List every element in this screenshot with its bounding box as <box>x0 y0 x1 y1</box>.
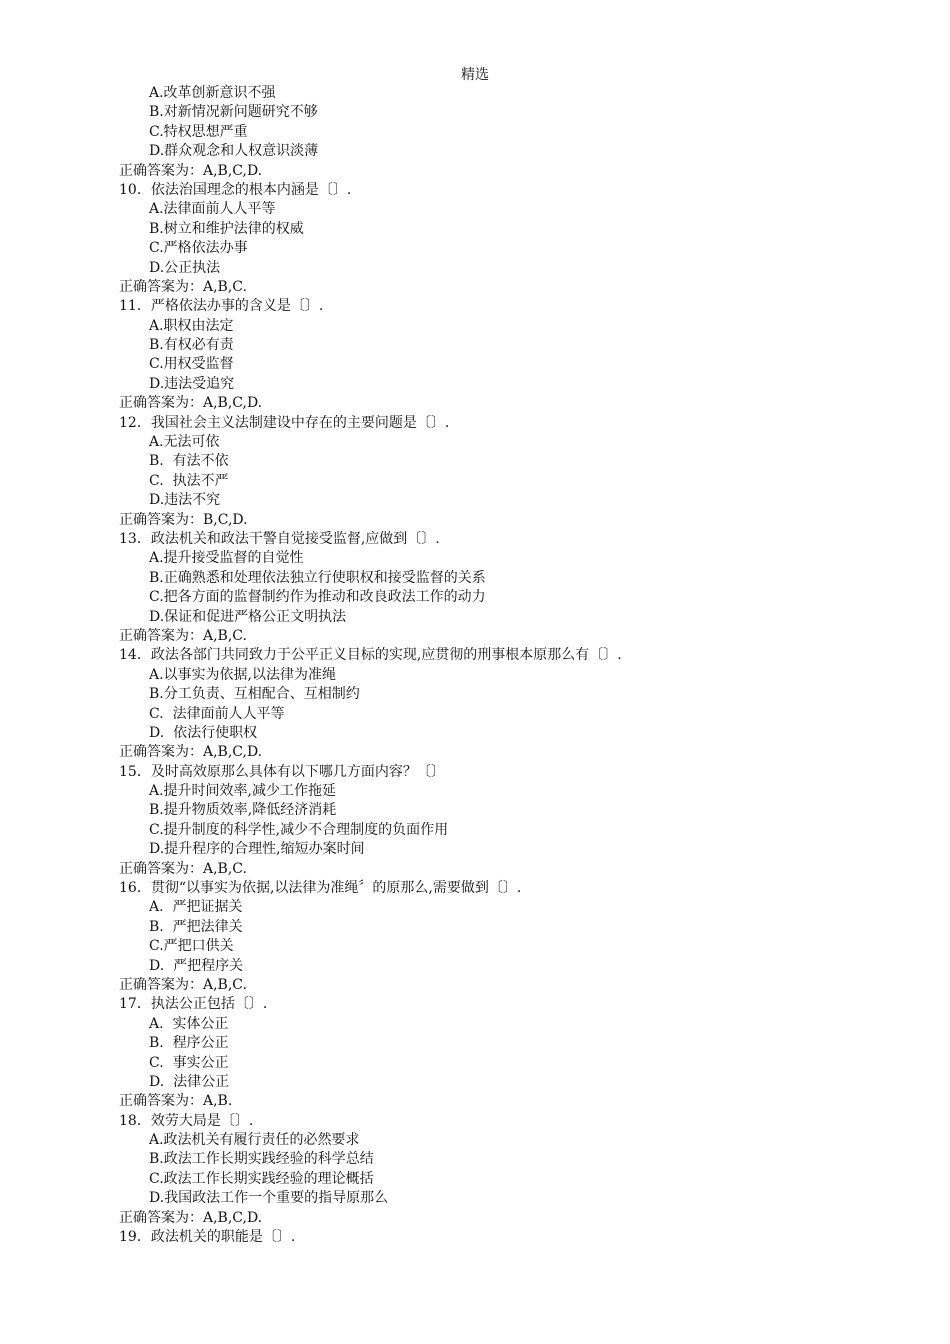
correct-answer: 正确答案为：A,B,C. <box>119 627 247 644</box>
answer-option: B. 程序公正 <box>149 1035 229 1052</box>
answer-option: A. 实体公正 <box>149 1015 229 1032</box>
answer-option: D.保证和促进严格公正文明执法 <box>149 608 347 625</box>
question-text: 10．依法治国理念的根本内涵是〔〕. <box>119 181 352 198</box>
question-text: 14．政法各部门共同致力于公平正义目标的实现,应贯彻的刑事根本原那么有〔〕. <box>119 647 622 664</box>
correct-answer: 正确答案为：B,C,D. <box>119 511 248 528</box>
page-header: 精选 <box>461 67 489 83</box>
answer-option: B.分工负责、互相配合、互相制约 <box>149 686 360 703</box>
question-text: 16．贯彻“以事实为依据,以法律为准绳〞的原那么,需要做到〔〕. <box>119 880 522 897</box>
answer-option: D. 依法行使职权 <box>149 724 258 741</box>
answer-option: A.职权由法定 <box>149 317 234 334</box>
question-text: 13．政法机关和政法干警自觉接受监督,应做到〔〕. <box>119 530 440 547</box>
answer-option: C.严格依法办事 <box>149 240 248 257</box>
answer-option: C. 执法不严 <box>149 472 229 489</box>
answer-option: B. 严把法律关 <box>149 918 243 935</box>
answer-option: D. 严把程序关 <box>149 957 244 974</box>
correct-answer: 正确答案为：A,B,C. <box>119 976 247 993</box>
question-text: 15．及时高效原那么具体有以下哪几方面内容？〔〕 <box>119 763 445 780</box>
answer-option: C.特权思想严重 <box>149 123 248 140</box>
answer-option: C. 事实公正 <box>149 1054 229 1071</box>
correct-answer: 正确答案为：A,B,C,D. <box>119 162 263 179</box>
answer-option: B.对新情况新问题研究不够 <box>149 104 318 121</box>
answer-option: C.用权受监督 <box>149 356 234 373</box>
answer-option: D. 法律公正 <box>149 1073 230 1090</box>
answer-option: B.提升物质效率,降低经济消耗 <box>149 802 337 819</box>
answer-option: A.以事实为依据,以法律为准绳 <box>149 666 337 683</box>
answer-option: C.把各方面的监督制约作为推动和改良政法工作的动力 <box>149 589 486 606</box>
document-body <box>119 84 910 1247</box>
correct-answer: 正确答案为：A,B,C,D. <box>119 395 263 412</box>
answer-option: D.群众观念和人权意识淡薄 <box>149 143 319 160</box>
answer-option: B.树立和维护法律的权威 <box>149 220 304 237</box>
answer-option: A.法律面前人人平等 <box>149 201 276 218</box>
correct-answer: 正确答案为：A,B,C. <box>119 860 247 877</box>
question-text: 17．执法公正包括〔〕. <box>119 996 268 1013</box>
answer-option: D.提升程序的合理性,缩短办案时间 <box>149 841 365 858</box>
answer-option: C.政法工作长期实践经验的理论概括 <box>149 1170 374 1187</box>
question-text: 12．我国社会主义法制建设中存在的主要问题是〔〕. <box>119 414 450 431</box>
answer-option: B.正确熟悉和处理依法独立行使职权和接受监督的关系 <box>149 569 486 586</box>
correct-answer: 正确答案为：A,B,C. <box>119 278 247 295</box>
answer-option: A.政法机关有履行责任的必然要求 <box>149 1132 360 1149</box>
answer-option: A.改革创新意识不强 <box>149 85 276 101</box>
answer-option: A.提升时间效率,减少工作拖延 <box>149 783 337 800</box>
answer-option: D.违法受追究 <box>149 375 235 392</box>
correct-answer: 正确答案为：A,B,C,D. <box>119 1209 263 1226</box>
answer-option: C.严把口供关 <box>149 938 234 955</box>
answer-option: C. 法律面前人人平等 <box>149 705 285 722</box>
question-text: 18．效劳大局是〔〕. <box>119 1112 254 1129</box>
answer-option: D.公正执法 <box>149 259 221 276</box>
answer-option: D.我国政法工作一个重要的指导原那么 <box>149 1190 389 1207</box>
answer-option: D.违法不究 <box>149 492 221 509</box>
answer-option: A.提升接受监督的自觉性 <box>149 550 304 567</box>
correct-answer: 正确答案为：A,B,C,D. <box>119 744 263 761</box>
question-text: 11．严格依法办事的含义是〔〕. <box>119 298 324 315</box>
answer-option: A. 严把证据关 <box>149 899 243 916</box>
correct-answer: 正确答案为：A,B. <box>119 1093 233 1110</box>
answer-option: C.提升制度的科学性,减少不合理制度的负面作用 <box>149 821 449 838</box>
question-text: 19．政法机关的职能是〔〕. <box>119 1229 296 1246</box>
answer-option: B.有权必有责 <box>149 337 234 354</box>
answer-option: A.无法可依 <box>149 434 220 451</box>
answer-option: B.政法工作长期实践经验的科学总结 <box>149 1151 374 1168</box>
answer-option: B. 有法不依 <box>149 453 229 470</box>
